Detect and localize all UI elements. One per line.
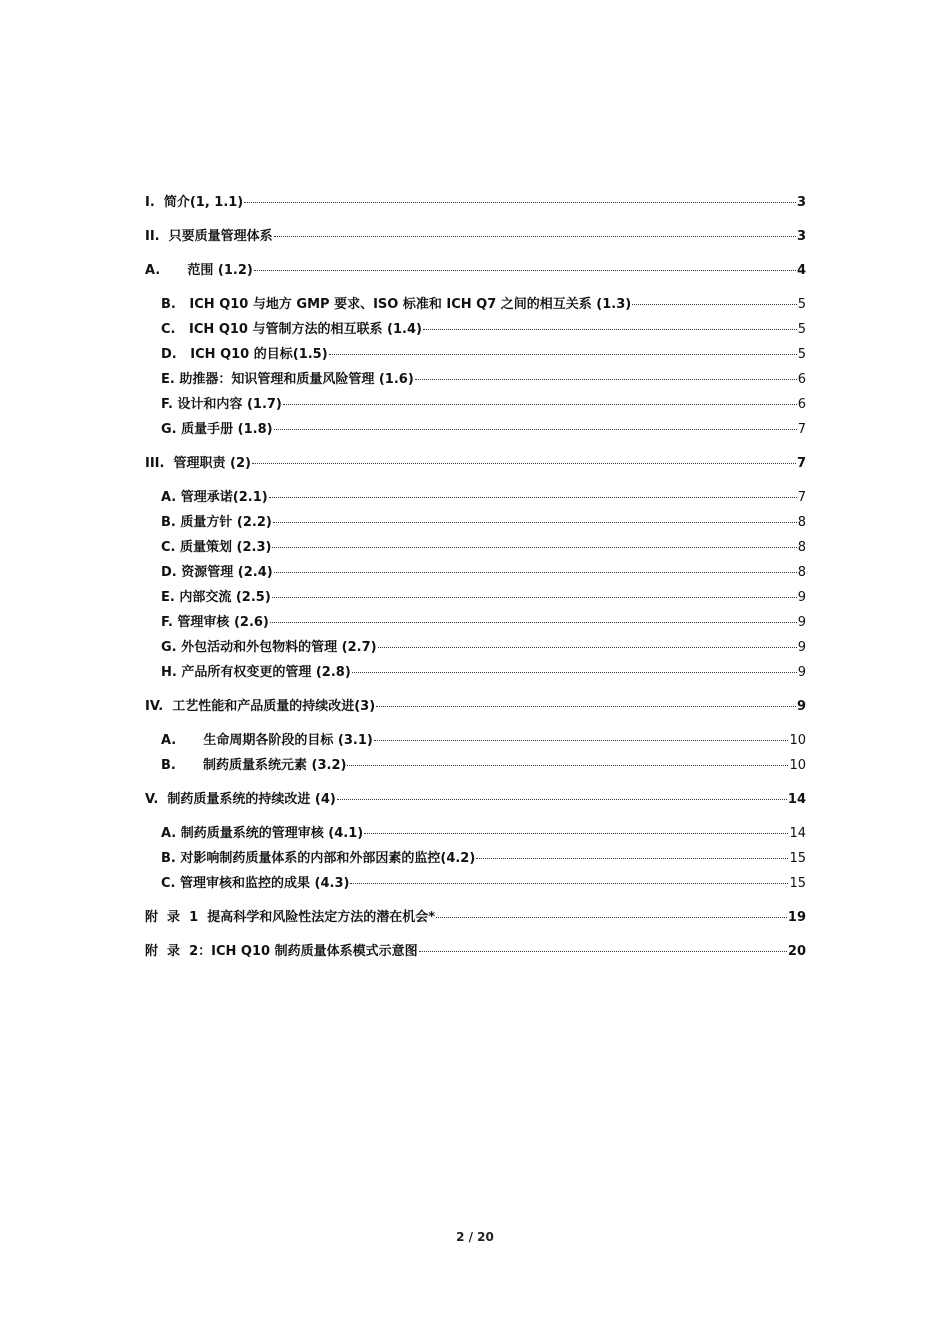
- toc-entry[interactable]: [145, 454, 806, 474]
- toc-entry-label: B. ICH Q10 与地方 GMP 要求、ISO 标准和 ICH Q7 之间的相互关系 (1.3): [161, 297, 632, 312]
- toc-entry-page: 5: [797, 322, 806, 337]
- toc-dot-leader: [415, 379, 797, 380]
- toc-entry-page: 10: [789, 733, 806, 748]
- toc-entry[interactable]: [145, 320, 806, 340]
- toc-entry-label: 附 录 1 提高科学和风险性法定方法的潜在机会*: [145, 910, 435, 925]
- toc-dot-leader: [269, 497, 797, 498]
- toc-entry-page: 8: [797, 540, 806, 555]
- toc-dot-leader: [436, 917, 787, 918]
- toc-dot-leader: [272, 597, 797, 598]
- toc-entry-page: 9: [797, 615, 806, 630]
- toc-entry-label: C. ICH Q10 与管制方法的相互联系 (1.4): [161, 322, 422, 337]
- toc-entry-page: 5: [797, 297, 806, 312]
- toc-entry-label: E. 助推器：知识管理和质量风险管理 (1.6): [161, 372, 414, 387]
- toc-dot-leader: [352, 672, 797, 673]
- toc-dot-leader: [423, 329, 797, 330]
- toc-dot-leader: [476, 858, 788, 859]
- toc-dot-leader: [337, 799, 787, 800]
- toc-entry-label: A. 范围 (1.2): [145, 263, 253, 278]
- toc-dot-leader: [274, 429, 797, 430]
- toc-entry[interactable]: [145, 824, 806, 844]
- toc-dot-leader: [274, 572, 797, 573]
- toc-entry-label: G. 质量手册 (1.8): [161, 422, 273, 437]
- toc-dot-leader: [272, 547, 796, 548]
- toc-entry[interactable]: [145, 261, 806, 281]
- toc-entry-page: 15: [789, 876, 806, 891]
- toc-entry[interactable]: [145, 295, 806, 315]
- toc-entry[interactable]: [145, 663, 806, 683]
- toc-entry-page: 4: [796, 263, 806, 278]
- toc-entry-page: 20: [787, 944, 806, 959]
- toc-entry-page: 9: [796, 699, 806, 714]
- toc-dot-leader: [378, 647, 797, 648]
- toc-entry-label: F. 设计和内容 (1.7): [161, 397, 282, 412]
- toc-entry[interactable]: [145, 563, 806, 583]
- toc-entry[interactable]: [145, 420, 806, 440]
- toc-dot-leader: [252, 463, 796, 464]
- toc-entry[interactable]: [145, 638, 806, 658]
- toc-entry-page: 7: [797, 422, 806, 437]
- toc-entry-label: H. 产品所有权变更的管理 (2.8): [161, 665, 351, 680]
- toc-entry-page: 7: [796, 456, 806, 471]
- toc-entry-page: 9: [797, 640, 806, 655]
- toc-dot-leader: [270, 622, 797, 623]
- toc-entry[interactable]: [145, 942, 806, 962]
- toc-dot-leader: [329, 354, 797, 355]
- toc-entry[interactable]: [145, 227, 806, 247]
- toc-dot-leader: [347, 765, 788, 766]
- toc-entry-label: A. 生命周期各阶段的目标 (3.1): [161, 733, 373, 748]
- toc-entry-label: I. 简介(1, 1.1): [145, 195, 244, 210]
- toc-entry[interactable]: [145, 193, 806, 213]
- toc-entry-label: B. 制药质量系统元素 (3.2): [161, 758, 347, 773]
- toc-entry-label: D. ICH Q10 的目标(1.5): [161, 347, 328, 362]
- toc-entry-page: 3: [796, 229, 806, 244]
- toc-dot-leader: [273, 522, 797, 523]
- toc-entry-label: V. 制药质量系统的持续改进 (4): [145, 792, 336, 807]
- toc-entry[interactable]: [145, 874, 806, 894]
- toc-entry-label: IV. 工艺性能和产品质量的持续改进(3): [145, 699, 376, 714]
- toc-entry[interactable]: [145, 538, 806, 558]
- toc-entry[interactable]: [145, 370, 806, 390]
- toc-entry-page: 8: [797, 565, 806, 580]
- toc-entry[interactable]: [145, 488, 806, 508]
- toc-entry-label: G. 外包活动和外包物料的管理 (2.7): [161, 640, 377, 655]
- toc-entry[interactable]: [145, 756, 806, 776]
- toc-entry[interactable]: [145, 731, 806, 751]
- toc-entry-page: 7: [797, 490, 806, 505]
- toc-dot-leader: [283, 404, 797, 405]
- page-number: 2 / 20: [456, 1230, 494, 1244]
- toc-entry-label: A. 制药质量系统的管理审核 (4.1): [161, 826, 364, 841]
- toc-entry-page: 9: [797, 590, 806, 605]
- toc-entry-label: II. 只要质量管理体系: [145, 229, 273, 244]
- table-of-contents: [145, 193, 806, 962]
- toc-dot-leader: [376, 706, 796, 707]
- toc-dot-leader: [244, 202, 796, 203]
- toc-entry[interactable]: [145, 395, 806, 415]
- toc-entry-page: 14: [789, 826, 806, 841]
- toc-entry-label: B. 对影响制药质量体系的内部和外部因素的监控(4.2): [161, 851, 476, 866]
- toc-entry-page: 9: [797, 665, 806, 680]
- toc-entry-label: III. 管理职责 (2): [145, 456, 251, 471]
- toc-entry[interactable]: [145, 849, 806, 869]
- toc-dot-leader: [374, 740, 789, 741]
- toc-entry[interactable]: [145, 588, 806, 608]
- toc-dot-leader: [274, 236, 796, 237]
- toc-entry-label: E. 内部交流 (2.5): [161, 590, 271, 605]
- toc-entry[interactable]: [145, 908, 806, 928]
- toc-entry-label: B. 质量方针 (2.2): [161, 515, 272, 530]
- toc-entry-label: D. 资源管理 (2.4): [161, 565, 273, 580]
- toc-dot-leader: [350, 883, 788, 884]
- toc-entry[interactable]: [145, 513, 806, 533]
- toc-dot-leader: [364, 833, 788, 834]
- toc-entry-page: 5: [797, 347, 806, 362]
- toc-dot-leader: [254, 270, 796, 271]
- toc-entry-page: 19: [787, 910, 806, 925]
- toc-entry-page: 6: [797, 397, 806, 412]
- toc-entry-page: 15: [789, 851, 806, 866]
- toc-entry-label: F. 管理审核 (2.6): [161, 615, 269, 630]
- toc-entry-page: 10: [789, 758, 806, 773]
- toc-entry-label: C. 质量策划 (2.3): [161, 540, 272, 555]
- toc-dot-leader: [419, 951, 787, 952]
- toc-entry[interactable]: [145, 613, 806, 633]
- toc-entry-page: 14: [787, 792, 806, 807]
- toc-entry-label: C. 管理审核和监控的成果 (4.3): [161, 876, 350, 891]
- toc-dot-leader: [632, 304, 797, 305]
- toc-entry[interactable]: [145, 697, 806, 717]
- toc-entry-page: 6: [797, 372, 806, 387]
- toc-entry-page: 3: [796, 195, 806, 210]
- toc-entry-label: A. 管理承诺(2.1): [161, 490, 268, 505]
- toc-entry-label: 附 录 2：ICH Q10 制药质量体系模式示意图: [145, 944, 418, 959]
- toc-entry[interactable]: [145, 790, 806, 810]
- toc-entry-page: 8: [797, 515, 806, 530]
- toc-entry[interactable]: [145, 345, 806, 365]
